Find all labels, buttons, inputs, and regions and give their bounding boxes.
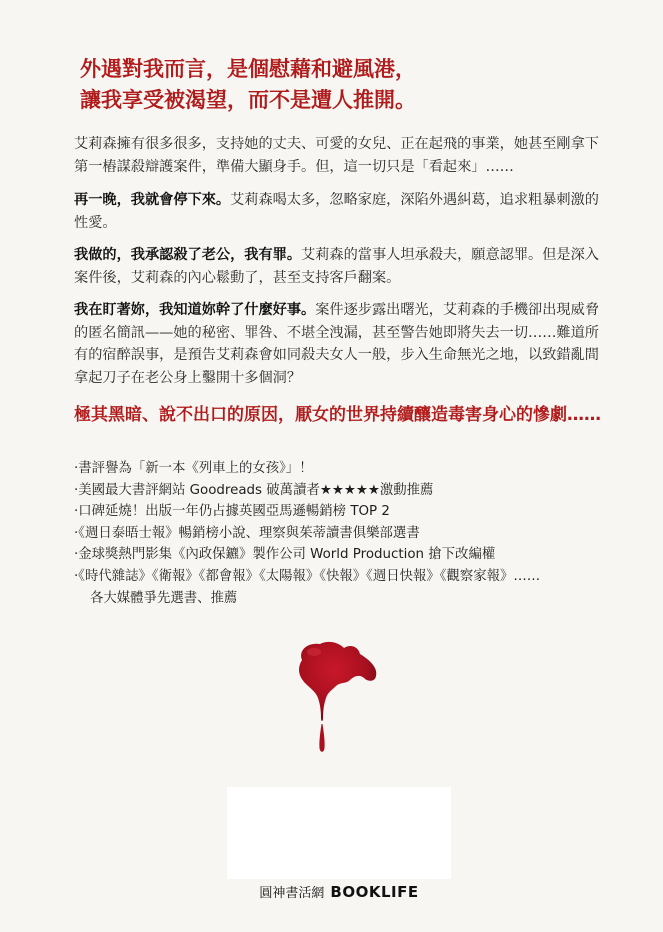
- paragraph-lead: 再一晚，我就會停下來。: [74, 192, 231, 208]
- red-subheading: 極其黑暗、說不出口的原因，厭女的世界持續釀造毒害身心的慘劇……: [74, 405, 601, 425]
- praise-item: ‧口碑延燒！出版一年仍占據英國亞馬遜暢銷榜 TOP 2: [74, 504, 390, 520]
- paragraph-text: 艾莉森的當事人坦承殺夫，願意認罪。但是深入案件後，艾莉森的內心鬆動了，甚至支持客戶翻案。: [74, 247, 599, 286]
- praise-item-last: [74, 566, 634, 609]
- synopsis-paragraph-4: [74, 299, 599, 389]
- paragraph-text: 艾莉森擁有很多很多，支持她的丈夫、可愛的女兒、正在起飛的事業，她甚至剛拿下第一樁謀殺辯護案件，準備大顯身手。但，這一切只是「看起來」……: [74, 136, 599, 175]
- praise-item: ‧金球獎熱門影集《內政保鑣》製作公司 World Production 搶下改編權: [74, 547, 496, 563]
- paragraph-text: 案件逐步露出曙光，艾莉森的手機卻出現威脅的匿名簡訊——她的秘密、罪咎、不堪全洩漏，甚至警告她即將失去一切……難道所有的宿醉誤事，是預告艾莉森會如同殺夫女人一般，步入生命無光之地，以致錯亂間拿起刀子在老公身上鑿開十多個洞？: [74, 302, 599, 386]
- publisher-logo: [227, 883, 451, 903]
- praise-item: ‧書評譽為「新一本《列車上的女孩》」！: [74, 461, 313, 476]
- blood-drip-icon: [292, 638, 382, 758]
- headline-line-1: 外遇對我而言，是個慰藉和避風港，: [80, 57, 416, 81]
- praise-list: [74, 458, 634, 609]
- paragraph-text: 艾莉森喝太多，忽略家庭，深陷外遇糾葛，追求粗暴刺激的性愛。: [74, 192, 599, 231]
- paragraph-lead: 我做的，我承認殺了老公，我有罪。: [74, 247, 302, 263]
- praise-item: ‧美國最大書評網站 Goodreads 破萬讀者★★★★★激動推薦: [74, 482, 434, 498]
- publisher-name: 圓神書活網: [259, 886, 325, 901]
- barcode-area: [227, 787, 451, 879]
- synopsis-paragraph-1: [74, 133, 599, 178]
- paragraph-lead: 我在盯著妳，我知道妳幹了什麼好事。: [74, 302, 316, 318]
- praise-item: ‧《週日泰晤士報》暢銷榜小說、理察與茱蒂讀書俱樂部選書: [74, 525, 420, 541]
- praise-item-text: ‧《時代雜誌》《衛報》《都會報》《太陽報》《快報》《週日快報》《觀察家報》……: [74, 568, 541, 584]
- headline: [80, 54, 600, 116]
- synopsis-paragraph-3: [74, 244, 599, 289]
- headline-line-2: 讓我享受被渴望，而不是遭人推開。: [80, 88, 416, 112]
- praise-item-continuation: 各大媒體爭先選書、推薦: [90, 590, 238, 606]
- synopsis-paragraph-2: [74, 189, 599, 234]
- publisher-brand: BOOKLIFE: [330, 883, 419, 901]
